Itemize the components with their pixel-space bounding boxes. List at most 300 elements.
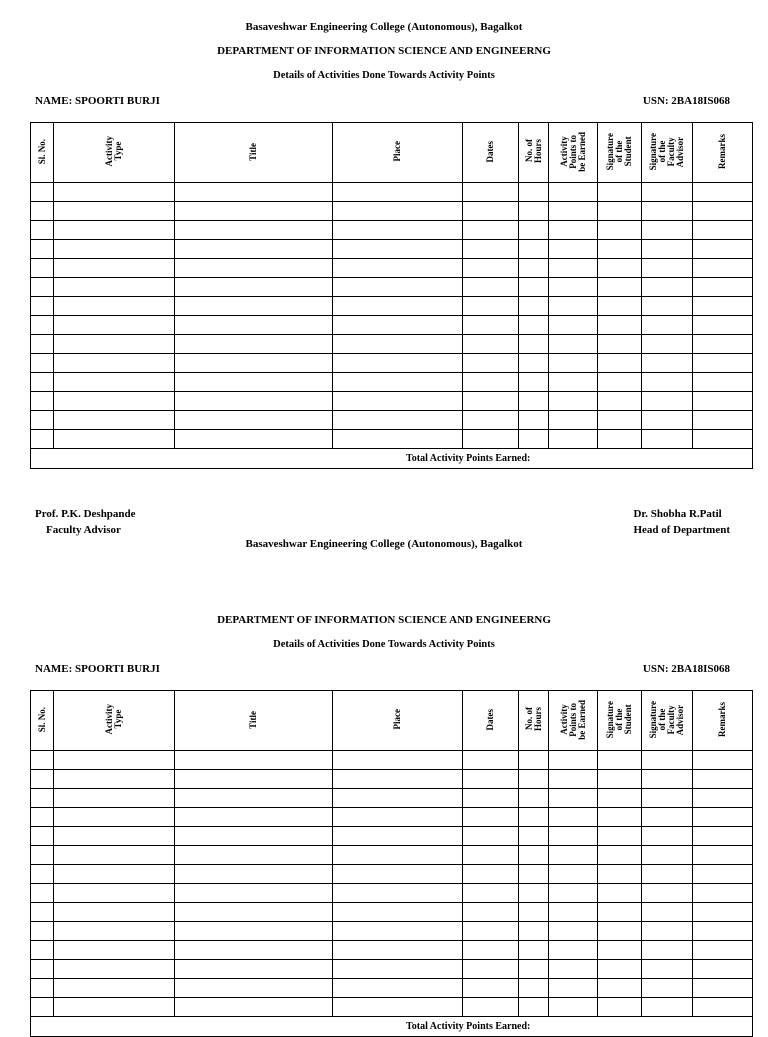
table-cell[interactable] xyxy=(175,998,333,1017)
table-cell[interactable] xyxy=(175,392,333,411)
table-cell[interactable] xyxy=(175,411,333,430)
table-cell[interactable] xyxy=(642,922,693,941)
table-cell[interactable] xyxy=(333,411,463,430)
table-cell[interactable] xyxy=(175,259,333,278)
table-cell[interactable] xyxy=(549,373,598,392)
table-cell[interactable] xyxy=(642,411,693,430)
table-cell[interactable] xyxy=(463,865,519,884)
table-cell[interactable] xyxy=(54,846,175,865)
table-cell[interactable] xyxy=(175,297,333,316)
table-cell[interactable] xyxy=(598,751,642,770)
table-cell[interactable] xyxy=(31,354,54,373)
table-cell[interactable] xyxy=(54,979,175,998)
table-cell[interactable] xyxy=(31,240,54,259)
table-cell[interactable] xyxy=(642,297,693,316)
table-cell[interactable] xyxy=(54,827,175,846)
table-cell[interactable] xyxy=(175,240,333,259)
table-cell[interactable] xyxy=(642,998,693,1017)
table-cell[interactable] xyxy=(31,183,54,202)
table-cell[interactable] xyxy=(693,411,753,430)
table-cell[interactable] xyxy=(175,335,333,354)
table-header-row xyxy=(31,691,753,751)
table-cell[interactable] xyxy=(693,335,753,354)
table-cell[interactable] xyxy=(549,751,598,770)
table-cell[interactable] xyxy=(519,259,549,278)
table-cell[interactable] xyxy=(693,789,753,808)
table-cell[interactable] xyxy=(333,335,463,354)
advisor-name: Prof. P.K. Deshpande xyxy=(35,508,136,520)
table-cell[interactable] xyxy=(31,979,54,998)
table-cell[interactable] xyxy=(598,221,642,240)
table-cell[interactable] xyxy=(519,979,549,998)
table-cell[interactable] xyxy=(333,979,463,998)
table-cell[interactable] xyxy=(54,922,175,941)
table-row xyxy=(31,865,753,884)
table-cell[interactable] xyxy=(175,846,333,865)
table-cell[interactable] xyxy=(519,998,549,1017)
table-cell[interactable] xyxy=(333,751,463,770)
student-usn-2: USN: 2BA18IS068 xyxy=(642,663,730,675)
table-cell[interactable] xyxy=(31,922,54,941)
table-cell[interactable] xyxy=(463,335,519,354)
table-cell[interactable] xyxy=(333,960,463,979)
table-cell[interactable] xyxy=(598,998,642,1017)
table-cell[interactable] xyxy=(463,297,519,316)
table-cell[interactable] xyxy=(31,846,54,865)
table-cell[interactable] xyxy=(549,827,598,846)
table-cell[interactable] xyxy=(642,903,693,922)
table-cell[interactable] xyxy=(54,335,175,354)
table-cell[interactable] xyxy=(549,789,598,808)
table-cell[interactable] xyxy=(175,751,333,770)
table-cell[interactable] xyxy=(642,941,693,960)
table-cell[interactable] xyxy=(549,884,598,903)
header-dates: Dates xyxy=(463,691,519,751)
table-row xyxy=(31,202,753,221)
table-cell[interactable] xyxy=(549,846,598,865)
table-cell[interactable] xyxy=(463,278,519,297)
table-cell[interactable] xyxy=(463,979,519,998)
table-cell[interactable] xyxy=(31,221,54,240)
table-cell[interactable] xyxy=(693,392,753,411)
table-cell[interactable] xyxy=(463,884,519,903)
table-cell[interactable] xyxy=(31,884,54,903)
header-activity-type: Activity Type xyxy=(54,691,175,751)
table-cell[interactable] xyxy=(31,335,54,354)
table-cell[interactable] xyxy=(54,770,175,789)
table-cell[interactable] xyxy=(54,960,175,979)
table-cell[interactable] xyxy=(54,392,175,411)
table-cell[interactable] xyxy=(31,259,54,278)
table-cell[interactable] xyxy=(463,770,519,789)
table-cell[interactable] xyxy=(54,221,175,240)
table-cell[interactable] xyxy=(549,903,598,922)
table-cell[interactable] xyxy=(519,865,549,884)
table-cell[interactable] xyxy=(642,865,693,884)
table-cell[interactable] xyxy=(54,354,175,373)
table-cell[interactable] xyxy=(463,941,519,960)
table-cell[interactable] xyxy=(333,789,463,808)
table-cell[interactable] xyxy=(31,430,54,449)
table-cell[interactable] xyxy=(642,827,693,846)
table-cell[interactable] xyxy=(463,998,519,1017)
table-cell[interactable] xyxy=(549,960,598,979)
table-cell[interactable] xyxy=(175,808,333,827)
table-cell[interactable] xyxy=(175,221,333,240)
table-cell[interactable] xyxy=(549,998,598,1017)
table-cell[interactable] xyxy=(693,259,753,278)
table-cell[interactable] xyxy=(519,903,549,922)
table-cell[interactable] xyxy=(598,979,642,998)
table-cell[interactable] xyxy=(549,183,598,202)
table-cell[interactable] xyxy=(693,846,753,865)
table-cell[interactable] xyxy=(175,922,333,941)
table-cell[interactable] xyxy=(693,922,753,941)
table-cell[interactable] xyxy=(598,960,642,979)
table-cell[interactable] xyxy=(519,789,549,808)
table-cell[interactable] xyxy=(519,430,549,449)
table-cell[interactable] xyxy=(598,278,642,297)
table-cell[interactable] xyxy=(642,316,693,335)
table-cell[interactable] xyxy=(333,770,463,789)
table-cell[interactable] xyxy=(549,316,598,335)
table-cell[interactable] xyxy=(519,278,549,297)
table-cell[interactable] xyxy=(519,827,549,846)
table-cell[interactable] xyxy=(598,884,642,903)
table-cell[interactable] xyxy=(642,278,693,297)
table-cell[interactable] xyxy=(549,240,598,259)
table-cell[interactable] xyxy=(693,903,753,922)
table-cell[interactable] xyxy=(333,884,463,903)
table-cell[interactable] xyxy=(175,183,333,202)
table-cell[interactable] xyxy=(693,354,753,373)
table-cell[interactable] xyxy=(175,903,333,922)
table-cell[interactable] xyxy=(598,354,642,373)
table-cell[interactable] xyxy=(463,827,519,846)
table-cell[interactable] xyxy=(54,430,175,449)
table-cell[interactable] xyxy=(463,903,519,922)
table-cell[interactable] xyxy=(693,884,753,903)
table-cell[interactable] xyxy=(333,998,463,1017)
table-cell[interactable] xyxy=(693,827,753,846)
table-cell[interactable] xyxy=(598,846,642,865)
table-cell[interactable] xyxy=(463,221,519,240)
table-cell[interactable] xyxy=(642,202,693,221)
table-cell[interactable] xyxy=(549,335,598,354)
header-dates: Dates xyxy=(463,123,519,183)
table-cell[interactable] xyxy=(598,392,642,411)
table-cell[interactable] xyxy=(333,278,463,297)
table-cell[interactable] xyxy=(333,221,463,240)
table-cell[interactable] xyxy=(549,259,598,278)
table-cell[interactable] xyxy=(598,789,642,808)
table-cell[interactable] xyxy=(598,373,642,392)
table-cell[interactable] xyxy=(54,411,175,430)
table-cell[interactable] xyxy=(463,430,519,449)
table-cell[interactable] xyxy=(175,884,333,903)
table-cell[interactable] xyxy=(31,865,54,884)
table-cell[interactable] xyxy=(519,960,549,979)
table-cell[interactable] xyxy=(693,941,753,960)
table-cell[interactable] xyxy=(31,827,54,846)
table-cell[interactable] xyxy=(598,865,642,884)
table-cell[interactable] xyxy=(642,979,693,998)
table-cell[interactable] xyxy=(693,979,753,998)
table-cell[interactable] xyxy=(333,846,463,865)
table-cell[interactable] xyxy=(642,373,693,392)
table-cell[interactable] xyxy=(549,808,598,827)
table-cell[interactable] xyxy=(54,183,175,202)
table-cell[interactable] xyxy=(598,259,642,278)
table-cell[interactable] xyxy=(642,335,693,354)
table-cell[interactable] xyxy=(519,392,549,411)
table-cell[interactable] xyxy=(54,297,175,316)
table-cell[interactable] xyxy=(598,941,642,960)
table-cell[interactable] xyxy=(333,354,463,373)
table-cell[interactable] xyxy=(31,751,54,770)
table-cell[interactable] xyxy=(54,373,175,392)
table-cell[interactable] xyxy=(54,789,175,808)
table-cell[interactable] xyxy=(549,430,598,449)
table-cell[interactable] xyxy=(598,183,642,202)
table-cell[interactable] xyxy=(333,903,463,922)
table-cell[interactable] xyxy=(31,789,54,808)
table-cell[interactable] xyxy=(175,373,333,392)
table-cell[interactable] xyxy=(598,316,642,335)
table-cell[interactable] xyxy=(333,183,463,202)
header-points: Activity Points to be Earned xyxy=(549,691,598,751)
table-cell[interactable] xyxy=(598,903,642,922)
table-cell[interactable] xyxy=(693,430,753,449)
table-cell[interactable] xyxy=(31,297,54,316)
table-cell[interactable] xyxy=(54,998,175,1017)
table-cell[interactable] xyxy=(519,373,549,392)
table-cell[interactable] xyxy=(642,751,693,770)
table-cell[interactable] xyxy=(175,789,333,808)
table-cell[interactable] xyxy=(693,960,753,979)
table-cell[interactable] xyxy=(598,411,642,430)
table-cell[interactable] xyxy=(519,411,549,430)
table-cell[interactable] xyxy=(642,846,693,865)
table-cell[interactable] xyxy=(175,430,333,449)
table-cell[interactable] xyxy=(519,846,549,865)
table-cell[interactable] xyxy=(598,297,642,316)
advisor-role: Faculty Advisor xyxy=(46,524,121,536)
table-cell[interactable] xyxy=(333,392,463,411)
table-cell[interactable] xyxy=(519,316,549,335)
table-cell[interactable] xyxy=(642,884,693,903)
table-cell[interactable] xyxy=(54,316,175,335)
table-cell[interactable] xyxy=(549,278,598,297)
table-row xyxy=(31,751,753,770)
table-cell[interactable] xyxy=(519,202,549,221)
table-cell[interactable] xyxy=(31,392,54,411)
table-cell[interactable] xyxy=(175,979,333,998)
table-cell[interactable] xyxy=(693,297,753,316)
table-cell[interactable] xyxy=(175,316,333,335)
table-cell[interactable] xyxy=(693,808,753,827)
table-cell[interactable] xyxy=(463,808,519,827)
table-cell[interactable] xyxy=(31,808,54,827)
table-cell[interactable] xyxy=(693,998,753,1017)
table-cell[interactable] xyxy=(463,259,519,278)
table-cell[interactable] xyxy=(463,751,519,770)
table-cell[interactable] xyxy=(598,827,642,846)
table-cell[interactable] xyxy=(549,297,598,316)
table-cell[interactable] xyxy=(31,998,54,1017)
table-cell[interactable] xyxy=(642,430,693,449)
table-cell[interactable] xyxy=(693,373,753,392)
table-cell[interactable] xyxy=(693,183,753,202)
table-cell[interactable] xyxy=(642,392,693,411)
table-cell[interactable] xyxy=(642,183,693,202)
table-cell[interactable] xyxy=(333,430,463,449)
table-cell[interactable] xyxy=(333,865,463,884)
table-cell[interactable] xyxy=(463,922,519,941)
table-cell[interactable] xyxy=(175,865,333,884)
table-cell[interactable] xyxy=(463,183,519,202)
table-cell[interactable] xyxy=(333,941,463,960)
table-cell[interactable] xyxy=(549,941,598,960)
table-cell[interactable] xyxy=(54,903,175,922)
table-cell[interactable] xyxy=(549,865,598,884)
table-cell[interactable] xyxy=(333,297,463,316)
table-cell[interactable] xyxy=(642,960,693,979)
table-cell[interactable] xyxy=(549,770,598,789)
table-cell[interactable] xyxy=(642,221,693,240)
table-cell[interactable] xyxy=(175,941,333,960)
table-cell[interactable] xyxy=(175,278,333,297)
table-cell[interactable] xyxy=(642,770,693,789)
table-cell[interactable] xyxy=(54,278,175,297)
table-cell[interactable] xyxy=(54,240,175,259)
table-cell[interactable] xyxy=(519,884,549,903)
table-row xyxy=(31,430,753,449)
table-cell[interactable] xyxy=(519,941,549,960)
table-cell[interactable] xyxy=(549,221,598,240)
table-cell[interactable] xyxy=(519,354,549,373)
table-cell[interactable] xyxy=(693,751,753,770)
header-hours: No. of Hours xyxy=(519,123,549,183)
table-cell[interactable] xyxy=(333,373,463,392)
table-cell[interactable] xyxy=(54,751,175,770)
table-cell[interactable] xyxy=(693,221,753,240)
table-cell[interactable] xyxy=(693,240,753,259)
table-cell[interactable] xyxy=(598,770,642,789)
table-cell[interactable] xyxy=(463,354,519,373)
table-cell[interactable] xyxy=(598,922,642,941)
table-cell[interactable] xyxy=(175,354,333,373)
table-cell[interactable] xyxy=(54,941,175,960)
table-cell[interactable] xyxy=(333,316,463,335)
student-usn: USN: 2BA18IS068 xyxy=(642,95,730,107)
table-cell[interactable] xyxy=(549,202,598,221)
table-cell[interactable] xyxy=(31,373,54,392)
table-cell[interactable] xyxy=(175,960,333,979)
table-cell[interactable] xyxy=(175,202,333,221)
table-cell[interactable] xyxy=(598,240,642,259)
table-cell[interactable] xyxy=(333,922,463,941)
table-cell[interactable] xyxy=(693,202,753,221)
table-cell[interactable] xyxy=(333,259,463,278)
table-cell[interactable] xyxy=(175,770,333,789)
hod-role: Head of Department xyxy=(633,524,730,536)
table-cell[interactable] xyxy=(693,316,753,335)
table-cell[interactable] xyxy=(31,770,54,789)
table-cell[interactable] xyxy=(549,392,598,411)
table-cell[interactable] xyxy=(54,202,175,221)
table-cell[interactable] xyxy=(519,221,549,240)
table-cell[interactable] xyxy=(31,411,54,430)
table-cell[interactable] xyxy=(693,278,753,297)
table-row xyxy=(31,240,753,259)
table-cell[interactable] xyxy=(642,259,693,278)
table-cell[interactable] xyxy=(598,430,642,449)
table-row xyxy=(31,259,753,278)
header-student-signature: Signature of the Student xyxy=(598,123,642,183)
table-cell[interactable] xyxy=(463,202,519,221)
table-cell[interactable] xyxy=(54,808,175,827)
table-cell[interactable] xyxy=(519,297,549,316)
table-cell[interactable] xyxy=(549,979,598,998)
table-cell[interactable] xyxy=(463,316,519,335)
table-cell[interactable] xyxy=(598,202,642,221)
table-cell[interactable] xyxy=(31,903,54,922)
table-cell[interactable] xyxy=(463,392,519,411)
table-header-row xyxy=(31,123,753,183)
table-cell[interactable] xyxy=(333,202,463,221)
table-cell[interactable] xyxy=(54,884,175,903)
table-cell[interactable] xyxy=(598,808,642,827)
table-cell[interactable] xyxy=(463,960,519,979)
table-cell[interactable] xyxy=(549,922,598,941)
table-cell[interactable] xyxy=(642,789,693,808)
table-cell[interactable] xyxy=(31,941,54,960)
table-cell[interactable] xyxy=(549,411,598,430)
table-cell[interactable] xyxy=(54,865,175,884)
table-cell[interactable] xyxy=(519,335,549,354)
table-cell[interactable] xyxy=(463,789,519,808)
table-cell[interactable] xyxy=(31,316,54,335)
table-cell[interactable] xyxy=(175,827,333,846)
table-cell[interactable] xyxy=(463,846,519,865)
table-cell[interactable] xyxy=(31,278,54,297)
table-cell[interactable] xyxy=(463,411,519,430)
table-cell[interactable] xyxy=(519,770,549,789)
table-cell[interactable] xyxy=(549,354,598,373)
student-name-2: NAME: SPOORTI BURJI xyxy=(35,663,160,675)
table-cell[interactable] xyxy=(693,865,753,884)
table-cell[interactable] xyxy=(333,827,463,846)
table-cell[interactable] xyxy=(642,240,693,259)
table-cell[interactable] xyxy=(519,751,549,770)
table-cell[interactable] xyxy=(463,240,519,259)
table-cell[interactable] xyxy=(519,922,549,941)
table-cell[interactable] xyxy=(463,373,519,392)
table-cell[interactable] xyxy=(333,808,463,827)
table-cell[interactable] xyxy=(31,202,54,221)
table-cell[interactable] xyxy=(519,183,549,202)
table-cell[interactable] xyxy=(31,960,54,979)
table-cell[interactable] xyxy=(642,808,693,827)
table-cell[interactable] xyxy=(519,240,549,259)
table-cell[interactable] xyxy=(598,335,642,354)
table-cell[interactable] xyxy=(333,240,463,259)
table-cell[interactable] xyxy=(54,259,175,278)
table-cell[interactable] xyxy=(642,354,693,373)
table-cell[interactable] xyxy=(519,808,549,827)
table-cell[interactable] xyxy=(693,770,753,789)
